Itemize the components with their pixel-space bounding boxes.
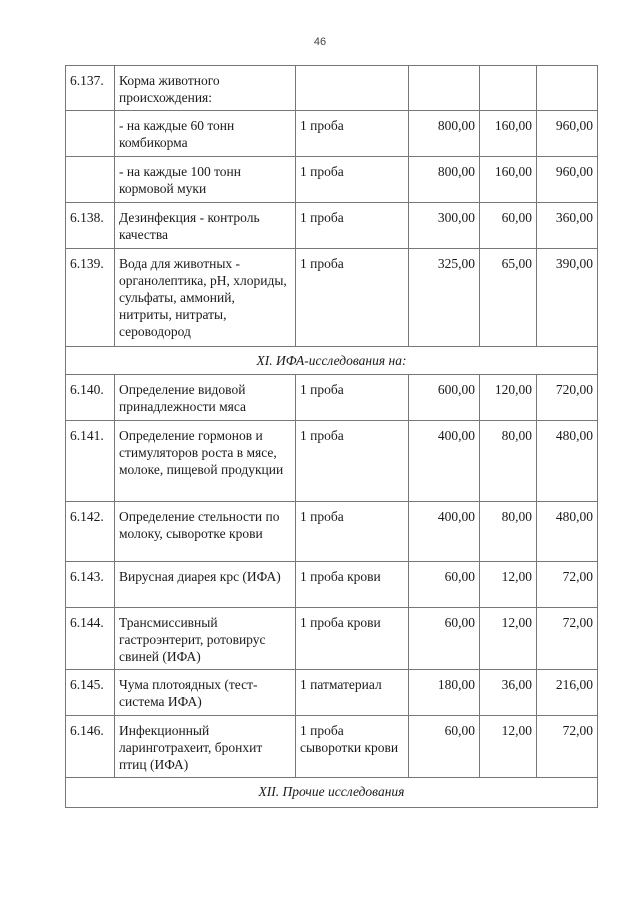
- table-row: [66, 66, 598, 111]
- section-row: [66, 347, 598, 375]
- item-number: [66, 111, 115, 157]
- price-total: 360,00: [537, 203, 598, 249]
- price-vat: 80,00: [480, 421, 537, 502]
- item-name: Чума плотоядных (тест-система ИФА): [115, 670, 296, 716]
- table-row: [66, 249, 598, 347]
- item-name: - на каждые 100 тонн кормовой муки: [115, 157, 296, 203]
- item-unit: [296, 66, 409, 111]
- price-total: 480,00: [537, 502, 598, 562]
- table-row: [66, 157, 598, 203]
- price-vat: 12,00: [480, 716, 537, 778]
- price-total: [537, 66, 598, 111]
- item-name: Инфекционный ларинготрахеит, бронхит птиц (ИФА): [115, 716, 296, 778]
- item-number: 6.143.: [66, 562, 115, 608]
- item-name: Вирусная диарея крс (ИФА): [115, 562, 296, 608]
- table-row: [66, 716, 598, 778]
- item-unit: 1 патматериал: [296, 670, 409, 716]
- price-base: [409, 66, 480, 111]
- price-total: 390,00: [537, 249, 598, 347]
- table-row: [66, 203, 598, 249]
- price-base: 60,00: [409, 608, 480, 670]
- price-total: 72,00: [537, 716, 598, 778]
- price-base: 800,00: [409, 157, 480, 203]
- item-unit: 1 проба: [296, 375, 409, 421]
- item-number: 6.141.: [66, 421, 115, 502]
- price-total: 720,00: [537, 375, 598, 421]
- table-row: [66, 670, 598, 716]
- price-base: 180,00: [409, 670, 480, 716]
- tariff-table: [65, 65, 598, 808]
- item-number: 6.138.: [66, 203, 115, 249]
- price-vat: [480, 66, 537, 111]
- item-unit: 1 проба сыворотки крови: [296, 716, 409, 778]
- price-base: 800,00: [409, 111, 480, 157]
- item-name: Определение стельности по молоку, сыворотке крови: [115, 502, 296, 562]
- item-name: Корма животного происхождения:: [115, 66, 296, 111]
- item-unit: 1 проба: [296, 203, 409, 249]
- price-vat: 80,00: [480, 502, 537, 562]
- item-number: 6.140.: [66, 375, 115, 421]
- item-name: Определение гормонов и стимуляторов роста в мясе, молоке, пищевой продукции: [115, 421, 296, 502]
- item-number: [66, 157, 115, 203]
- price-total: 960,00: [537, 111, 598, 157]
- price-total: 480,00: [537, 421, 598, 502]
- item-unit: 1 проба: [296, 249, 409, 347]
- item-name: Определение видовой принадлежности мяса: [115, 375, 296, 421]
- price-vat: 160,00: [480, 157, 537, 203]
- price-total: 72,00: [537, 562, 598, 608]
- price-vat: 12,00: [480, 608, 537, 670]
- item-name: Трансмиссивный гастроэнтерит, ротовирус свиней (ИФА): [115, 608, 296, 670]
- price-total: 72,00: [537, 608, 598, 670]
- price-base: 300,00: [409, 203, 480, 249]
- price-vat: 120,00: [480, 375, 537, 421]
- page-number: 46: [313, 36, 327, 48]
- section-heading: XI. ИФА-исследования на:: [66, 347, 598, 375]
- table-row: [66, 111, 598, 157]
- price-vat: 12,00: [480, 562, 537, 608]
- item-name: Дезинфекция - контроль качества: [115, 203, 296, 249]
- price-vat: 60,00: [480, 203, 537, 249]
- item-number: 6.144.: [66, 608, 115, 670]
- item-unit: 1 проба: [296, 111, 409, 157]
- price-base: 60,00: [409, 562, 480, 608]
- tariff-table-body: [66, 66, 598, 808]
- table-row: [66, 562, 598, 608]
- item-name: - на каждые 60 тонн комбикорма: [115, 111, 296, 157]
- price-vat: 65,00: [480, 249, 537, 347]
- price-total: 960,00: [537, 157, 598, 203]
- item-number: 6.137.: [66, 66, 115, 111]
- table-row: [66, 421, 598, 502]
- price-base: 400,00: [409, 502, 480, 562]
- item-number: 6.139.: [66, 249, 115, 347]
- price-base: 400,00: [409, 421, 480, 502]
- item-number: 6.142.: [66, 502, 115, 562]
- item-unit: 1 проба: [296, 502, 409, 562]
- section-row: [66, 778, 598, 808]
- item-unit: 1 проба: [296, 421, 409, 502]
- table-row: [66, 608, 598, 670]
- price-vat: 160,00: [480, 111, 537, 157]
- table-row: [66, 502, 598, 562]
- price-base: 60,00: [409, 716, 480, 778]
- item-unit: 1 проба крови: [296, 608, 409, 670]
- price-base: 600,00: [409, 375, 480, 421]
- price-vat: 36,00: [480, 670, 537, 716]
- price-total: 216,00: [537, 670, 598, 716]
- table-row: [66, 375, 598, 421]
- item-unit: 1 проба: [296, 157, 409, 203]
- item-unit: 1 проба крови: [296, 562, 409, 608]
- item-number: 6.145.: [66, 670, 115, 716]
- section-heading: XII. Прочие исследования: [66, 778, 598, 808]
- item-number: 6.146.: [66, 716, 115, 778]
- item-name: Вода для животных - органолептика, pH, хлориды, сульфаты, аммоний, нитриты, нитраты, сероводород: [115, 249, 296, 347]
- price-base: 325,00: [409, 249, 480, 347]
